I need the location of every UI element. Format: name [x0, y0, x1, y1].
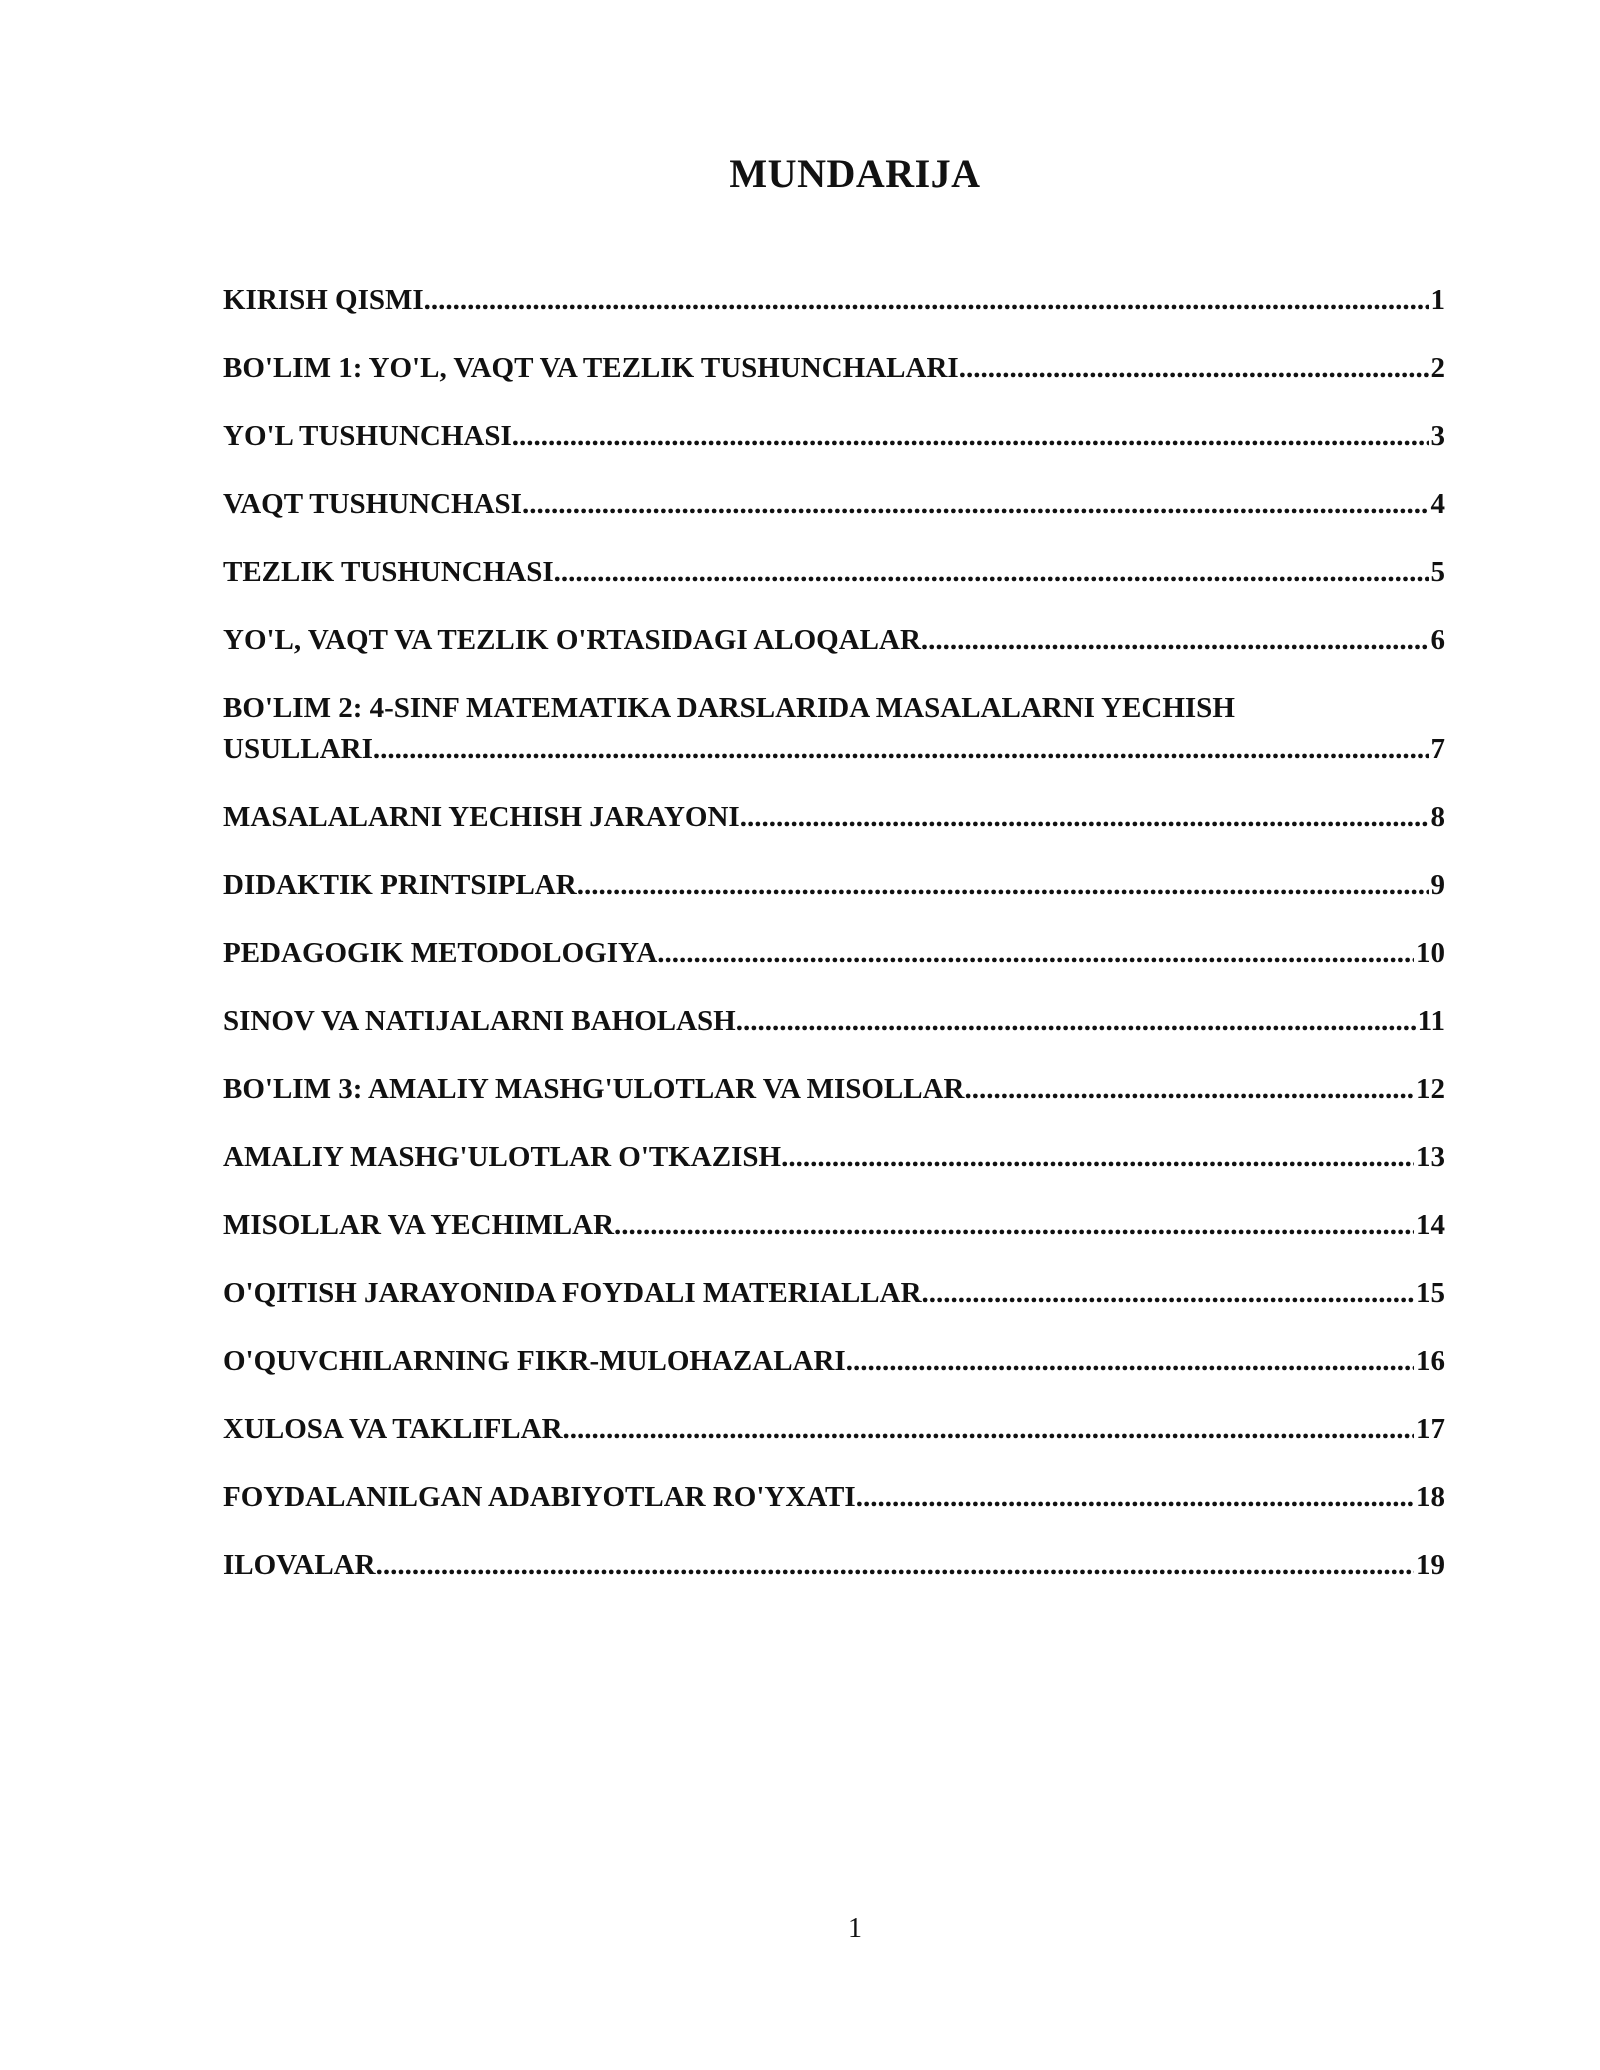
toc-leader-dots	[846, 1341, 1414, 1382]
toc-leader-dots	[921, 620, 1429, 661]
toc-entry-label: BO'LIM 2: 4-SINF MATEMATIKA DARSLARIDA MASALALARNI YECHISH	[223, 692, 1235, 724]
toc-leader-dots	[781, 1137, 1414, 1178]
toc-entry-label: TEZLIK TUSHUNCHASI	[223, 556, 554, 588]
toc-leader-dots	[577, 865, 1429, 906]
toc-entry-page: 11	[1417, 1005, 1445, 1037]
toc-entry-label: YO'L, VAQT VA TEZLIK O'RTASIDAGI ALOQALAR	[223, 624, 921, 656]
toc-entry-page: 17	[1416, 1413, 1445, 1445]
toc-leader-dots	[563, 1409, 1414, 1450]
toc-entry[interactable]	[223, 1069, 1445, 1110]
toc-entry-label: BO'LIM 1: YO'L, VAQT VA TEZLIK TUSHUNCHALARI	[223, 352, 959, 384]
page-number: 1	[848, 1913, 862, 1944]
toc-entry-label-continued: USULLARI	[223, 733, 373, 765]
toc-entry-page: 7	[1430, 733, 1445, 765]
toc-entry-label: KIRISH QISMI	[223, 284, 424, 316]
toc-leader-dots	[373, 729, 1429, 770]
toc-entry[interactable]	[223, 1545, 1445, 1586]
toc-entry-label: O'QUVCHILARNING FIKR-MULOHAZALARI	[223, 1345, 846, 1377]
page-title: MUNDARIJA	[729, 151, 981, 196]
toc-entry-page: 18	[1416, 1481, 1445, 1513]
toc-entry-label: XULOSA VA TAKLIFLAR	[223, 1413, 563, 1445]
toc-entry[interactable]	[223, 620, 1445, 661]
toc-leader-dots	[856, 1477, 1414, 1518]
toc-leader-dots	[614, 1205, 1414, 1246]
toc-entry[interactable]	[223, 1273, 1445, 1314]
toc-leader-dots	[740, 797, 1429, 838]
toc-entry-page: 10	[1416, 937, 1445, 969]
toc-entry[interactable]	[223, 416, 1445, 457]
toc-entry-page: 14	[1416, 1209, 1445, 1241]
toc-entry[interactable]	[223, 348, 1445, 389]
toc-leader-dots	[554, 552, 1429, 593]
toc-leader-dots	[424, 280, 1429, 321]
toc-entry-page: 6	[1430, 624, 1445, 656]
toc-entry-page: 15	[1416, 1277, 1445, 1309]
toc-leader-dots	[736, 1001, 1416, 1042]
toc-entry-label: DIDAKTIK PRINTSIPLAR	[223, 869, 577, 901]
toc-entry[interactable]	[223, 280, 1445, 321]
toc-entry[interactable]	[223, 1409, 1445, 1450]
toc-entry-label: YO'L TUSHUNCHASI	[223, 420, 512, 452]
toc-entry[interactable]	[223, 688, 1445, 770]
toc-leader-dots	[512, 416, 1429, 457]
toc-entry-label: O'QITISH JARAYONIDA FOYDALI MATERIALLAR	[223, 1277, 922, 1309]
toc-leader-dots	[922, 1273, 1414, 1314]
toc-entry-label: VAQT TUSHUNCHASI	[223, 488, 522, 520]
toc-entry-label: SINOV VA NATIJALARNI BAHOLASH	[223, 1005, 736, 1037]
toc-entry-page: 13	[1416, 1141, 1445, 1173]
table-of-contents	[223, 280, 1445, 1613]
toc-entry[interactable]	[223, 1137, 1445, 1178]
toc-entry-page: 12	[1416, 1073, 1445, 1105]
toc-leader-dots	[522, 484, 1429, 525]
toc-entry[interactable]	[223, 797, 1445, 838]
toc-entry-page: 3	[1430, 420, 1445, 452]
toc-leader-dots	[376, 1545, 1414, 1586]
toc-entry[interactable]	[223, 484, 1445, 525]
toc-entry-page: 1	[1430, 284, 1445, 316]
toc-entry[interactable]	[223, 1001, 1445, 1042]
toc-entry[interactable]	[223, 1341, 1445, 1382]
toc-entry-label: BO'LIM 3: AMALIY MASHG'ULOTLAR VA MISOLLAR	[223, 1073, 965, 1105]
toc-entry-page: 5	[1430, 556, 1445, 588]
toc-entry-label: MASALALARNI YECHISH JARAYONI	[223, 801, 740, 833]
toc-entry-page: 16	[1416, 1345, 1445, 1377]
toc-entry-continuation	[223, 729, 1445, 770]
toc-entry-label: FOYDALANILGAN ADABIYOTLAR RO'YXATI	[223, 1481, 856, 1513]
toc-entry[interactable]	[223, 1477, 1445, 1518]
toc-entry-label: ILOVALAR	[223, 1549, 376, 1581]
toc-entry[interactable]	[223, 1205, 1445, 1246]
toc-leader-dots	[959, 348, 1429, 389]
toc-entry-label: AMALIY MASHG'ULOTLAR O'TKAZISH	[223, 1141, 782, 1173]
toc-entry-page: 19	[1416, 1549, 1445, 1581]
toc-entry-page: 9	[1430, 869, 1445, 901]
toc-entry-page: 8	[1430, 801, 1445, 833]
toc-entry[interactable]	[223, 552, 1445, 593]
toc-entry-label: MISOLLAR VA YECHIMLAR	[223, 1209, 615, 1241]
toc-leader-dots	[657, 933, 1414, 974]
toc-entry[interactable]	[223, 933, 1445, 974]
toc-entry[interactable]	[223, 865, 1445, 906]
toc-entry-page: 4	[1430, 488, 1445, 520]
toc-entry-page: 2	[1430, 352, 1445, 384]
toc-entry-label: PEDAGOGIK METODOLOGIYA	[223, 937, 658, 969]
toc-leader-dots	[964, 1069, 1414, 1110]
